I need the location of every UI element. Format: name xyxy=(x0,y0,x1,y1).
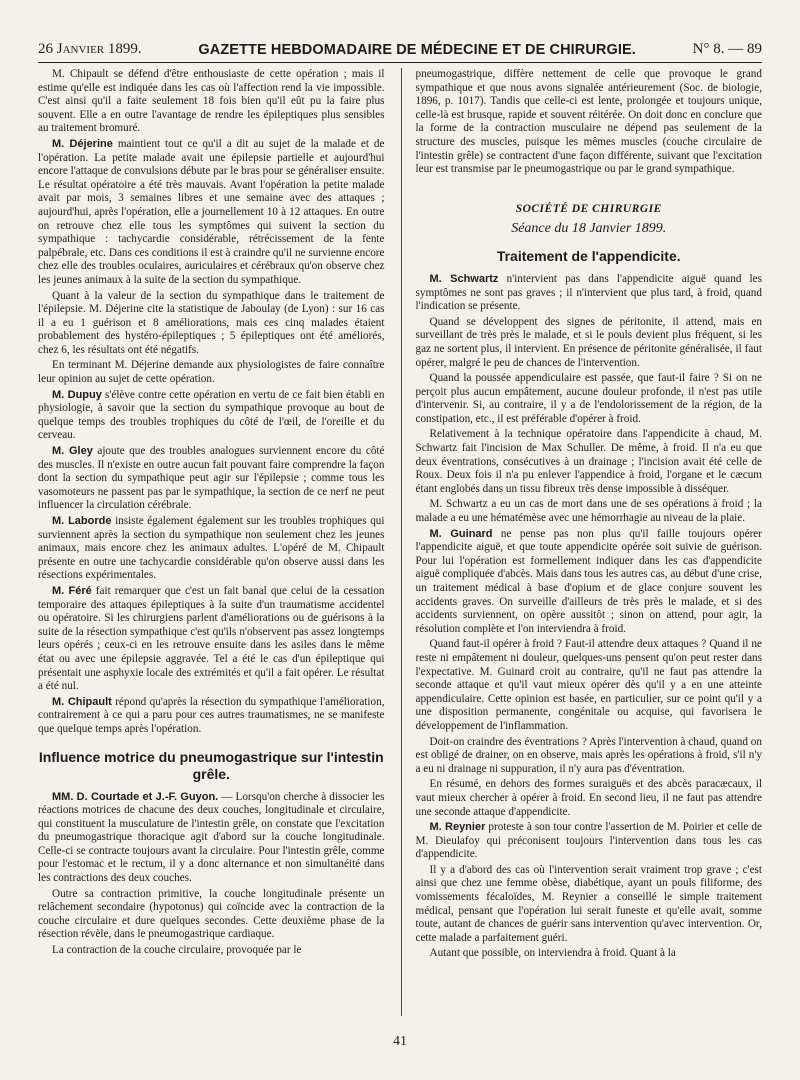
paragraph: Il y a d'abord des cas où l'intervention serait vraiment trop grave ; c'est ainsi que chez une femme obèse, diabétique, ayant un pouls filiforme, des vomissements fécaloïdes, M. Reynier a conseillé le simple traitement médical, pensant que l'opération lui serait funeste et qu'elle avait, somme toute, autant de chances de guérir sans intervention qu'avec intervention. Or, cette malade a parfaitement guéri. xyxy=(415,863,762,944)
paragraph xyxy=(416,273,763,314)
paragraph: Outre sa contraction primitive, la couche longitudinale présente un relâchement secondaire (hypotonus) qui coïncide avec la contraction de la couche circulaire et dure quelques secondes. Cette deuxième phase de la résection révèle, dans le pneumogastrique cardiaque. xyxy=(38,887,385,941)
paragraph xyxy=(38,515,385,583)
paragraph: Relativement à la technique opératoire dans l'appendicite à chaud, M. Schwartz fait l'incision de Max Schuller. De même, à froid. Il n'a eu que deux éventrations, consécutives à un drainage ; l'incision avait été celle de Roux. Deux fois il n'a pu enlever l'appendice à froid, l'organe et le cæcum étant englobés dans un tissu fibreux très dense impossible à disséquer. xyxy=(415,428,762,495)
paragraph: Doit-on craindre des éventrations ? Après l'intervention à chaud, quand on est obligé de drainer, on en observe, mais après les opérations à froid, s'il n'y a eu ni drainage ni suppuration, il n'y aura pas d'éventration. xyxy=(415,735,762,775)
society-heading: SOCIÉTÉ DE CHIRURGIE xyxy=(515,202,662,215)
paragraph: pneumogastrique, diffère nettement de celle que provoque le grand sympathique et que nous avons signalée antérieurement (Soc. de biologie, 1896, p. 1017). Tandis que celle-ci est lente, prolongée et toujours unique, celle-là est brusque, rapide et souvent réitérée. On doit donc en conclure que la forme de la contraction musculaire ne dépend pas seulement de la structure des muscles, puisque les mêmes muscles (couche circulaire de l'intestin grêle) se contractent d'une façon différente, suivant que l'excitation leur est transmise par le pneumogastrique ou par le grand sympathique. xyxy=(415,68,762,176)
page-number: 41 xyxy=(393,1034,407,1049)
paragraph: M. Schwartz a eu un cas de mort dans une de ses opérations à froid ; la malade a eu une hématémèse avec une hémorrhagie au niveau de la plaie. xyxy=(415,498,762,525)
paragraph-text: proteste à son tour contre l'assertion de M. Poirier et celle de M. Dieulafoy qui préconisent toujours l'intervention dans tous les cas d'appendicite. xyxy=(415,821,762,861)
paragraph-text: — Lorsqu'on cherche à dissocier les réactions motrices de chacune des deux couches, longitudinale et circulaire, qui constituent la musculature de l'intestin grêle, on constate que l'excitation du pneumogastrique thoracique agit d'abord sur la couche longitudinale. Celle-ci se contracte toujours avant la circulaire. Pour l'intestin grêle, comme pour l'estomac et le rectum, il y a donc alternance et non simultanéité dans les contractions des deux couches. xyxy=(38,790,385,885)
speaker-name: M. Féré xyxy=(52,584,92,597)
speaker-name: M. Déjerine xyxy=(52,137,113,150)
paragraph xyxy=(38,585,385,694)
paragraph xyxy=(38,445,385,513)
header-date: 26 Janvier 1899. xyxy=(38,41,142,57)
two-column-body xyxy=(38,68,762,1016)
speaker-name: M. Guinard xyxy=(429,527,493,540)
paragraph: En terminant M. Déjerine demande aux physiologistes de faire connaître leur opinion au sujet de cette opération. xyxy=(38,359,385,386)
right-column xyxy=(401,68,763,1016)
paragraph-text: fait remarquer que c'est un fait banal que celui de la cessation temporaire des attaques épileptiques à la suite d'un traumatisme accidentel ou opératoire. Si les chirurgiens parlent d'améliorations ou de guérisons à la suite de la résection sympathique c'est qu'ils n'observent pas assez longtemps leurs opérés ; ceux-ci en les retrouve ensuite dans les asiles dans le même état ou avec une épilepsie aggravée. Tel a été le cas d'un épileptique qui présentait une asphyxie locale des extrémités et qu'il a fait opérer. Le résultat a été nul. xyxy=(38,584,385,693)
paragraph: Autant que possible, on interviendra à froid. Quant à la xyxy=(429,947,676,960)
paragraph xyxy=(38,389,385,443)
left-column xyxy=(38,68,385,1016)
paragraph-text: s'élève contre cette opération en vertu de ce fait bien établi en physiologie, à savoir que la section du sympathique provoque au bout de quelque temps des troubles trophiques du côté de l'œil, de l'oreille et du cerveau. xyxy=(38,388,385,442)
speaker-name: M. Schwartz xyxy=(429,272,499,285)
speaker-name: MM. D. Courtade et J.-F. Guyon. xyxy=(52,790,219,803)
paragraph xyxy=(38,138,385,288)
paragraph-text: insiste également également sur les troubles trophiques qui surviennent après la section du sympathique non seulement chez les jeunes animaux, mais encore chez les animaux adultes. L'opéré de M. Chipault présente en outre une tachycardie considérable qu'on observe aussi dans les résections expérimentales. xyxy=(38,515,385,582)
paragraph-text: n'intervient pas dans l'appendicite aiguë quand les symptômes ne sont pas graves ; il n'intervient que plus tard, à froid, quand l'indication se présente. xyxy=(415,272,762,313)
paragraph-text: maintient tout ce qu'il a dit au sujet de la malade et de l'opération. La petite malade avait une épilepsie partielle et aujourd'hui encore l'attaque de convulsions débute par le bras pour se généraliser ensuite. Le résultat opératoire a été très mauvais. Avant l'opération la petite malade avait par mois, 3 semaines libres et une semaine avec des attaques ; aujourd'hui, après l'opération, elle a journellement 10 à 12 attaques. En outre on retrouve chez elle tous les symptômes qui suivent la section du sympathique : tachycardie considérable, rétrécissement de la fente palpébrale, etc. Dans ces conditions il est à craindre qu'il ne survienne encore chez elle des troubles oculaires, auriculaires et cérébraux qu'on observe chez les jeunes animaux à la suite de la section du sympathique. xyxy=(38,137,385,286)
paragraph xyxy=(416,821,763,862)
paragraph-text: ne pense pas non plus qu'il faille toujours opérer l'appendicite aiguë, et que toute appendicite opérée soit suivie de guérison. Pour lui l'opération est formellement indiquer dans les cas d'appendicite aiguë compliquée d'abcès. Mais dans tous les autres cas, au début d'une crise, un traitement médical à base d'opium et de glace conjure souvent les accidents graves. On surveille d'ailleurs de très près le malade, et si des accidents surviennent, on opère aussitôt ; sinon on attend, pour agir, la résolution complète et l'on interviendra à froid. xyxy=(415,527,762,635)
speaker-name: M. Dupuy xyxy=(52,388,102,401)
section-heading: Traitement de l'appendicite. xyxy=(496,247,681,264)
speaker-name: M. Gley xyxy=(52,445,93,458)
speaker-name: M. Chipault xyxy=(52,695,112,708)
header-issue-page: N° 8. — 89 xyxy=(692,41,762,57)
paragraph-text: répond qu'après la résection du sympathique l'amélioration, contrairement à ce qui a paru pour ces autres traumatismes, ne se manifeste que quelque temps après l'opération. xyxy=(38,695,385,735)
paragraph: La contraction de la couche circulaire, provoquée par le xyxy=(52,944,302,957)
section-heading: Influence motrice du pneumogastrique sur l'intestin grêle. xyxy=(38,748,384,782)
speaker-name: M. Laborde xyxy=(52,515,112,527)
paragraph: Quant à la valeur de la section du sympathique dans le traitement de l'épilepsie. M. Déjerine cite la statistique de Jaboulay (de Lyon) : sur 16 cas il a eu 1 guérison et 8 améliorations, mais ces cinq malades étaient probablement des hystéro-épileptiques ; 5 épileptiques ont été améliorés, chez 6, les résultats ont été négatifs. xyxy=(38,289,385,356)
paragraph: Quand faut-il opérer à froid ? Faut-il attendre deux attaques ? Quand il ne reste ni empâtement ni douleur, quelques-uns pensent qu'on peut rester dans l'expectative. M. Guinard croit au contraire, qu'il ne faut pas attendre la seconde attaque et qu'il vaut mieux opérer dès qu'il y a en une atteinte appendiculaire. Cette opinion est basée, en particulier, sur ce point qu'il y a une disposition permanente, congénitale ou acquise, qui favorisera le développement de l'inflammation. xyxy=(415,638,762,732)
speaker-name: M. Reynier xyxy=(429,821,486,834)
paragraph: Quand se développent des signes de péritonite, il attend, mais en surveillant de très près le malade, et si le pouls devient plus fréquent, si les gaz ne sortent plus, il intervient. En présence de péritonite généralisée, il faut opérer, malgré le peu de chances de l'intervention. xyxy=(415,315,762,369)
paragraph-text: ajoute que des troubles analogues surviennent encore du côté des muscles. Il n'existe en outre aucun fait pouvant faire comprendre la façon dont la section du sympathique peut agir sur l'épilepsie ; comme tous les vasomoteurs ne passent pas par le sympathique, la section de ce nerf ne peut influencer la circulation cérébrale. xyxy=(38,445,385,512)
paragraph: Quand la poussée appendiculaire est passée, que faut-il faire ? Si on ne perçoit plus aucun empâtement, aucune douleur profonde, il n'est pas utile d'intervenir. Si, au contraire, il y a de l'endolorissement de la région, de la constipation, etc., il est préférable d'opérer à froid. xyxy=(415,372,762,425)
paragraph: M. Chipault se défend d'être enthousiaste de cette opération ; mais il estime qu'elle est indiquée dans les cas où l'affection rend la vie impossible. C'est ainsi qu'il a faite seulement 18 fois bien qu'il eût pu la faire plus souvent. Elle a en outre l'avantage de rendre les épileptiques plus sensibles au traitement bromuré. xyxy=(38,68,385,135)
paragraph xyxy=(416,528,763,637)
paragraph xyxy=(38,696,385,737)
session-date: Séance du 18 Janvier 1899. xyxy=(511,221,667,237)
paragraph: En résumé, en dehors des formes suraiguës et des abcès paracæcaux, il vaut mieux chercher à opérer à froid. En second lieu, il ne faut pas attendre une seconde attaque d'appendicite. xyxy=(415,778,762,818)
header-journal-title: GAZETTE HEBDOMADAIRE DE MÉDECINE ET DE CHIRURGIE. xyxy=(198,42,636,58)
running-header xyxy=(38,30,762,63)
paragraph xyxy=(38,791,385,886)
